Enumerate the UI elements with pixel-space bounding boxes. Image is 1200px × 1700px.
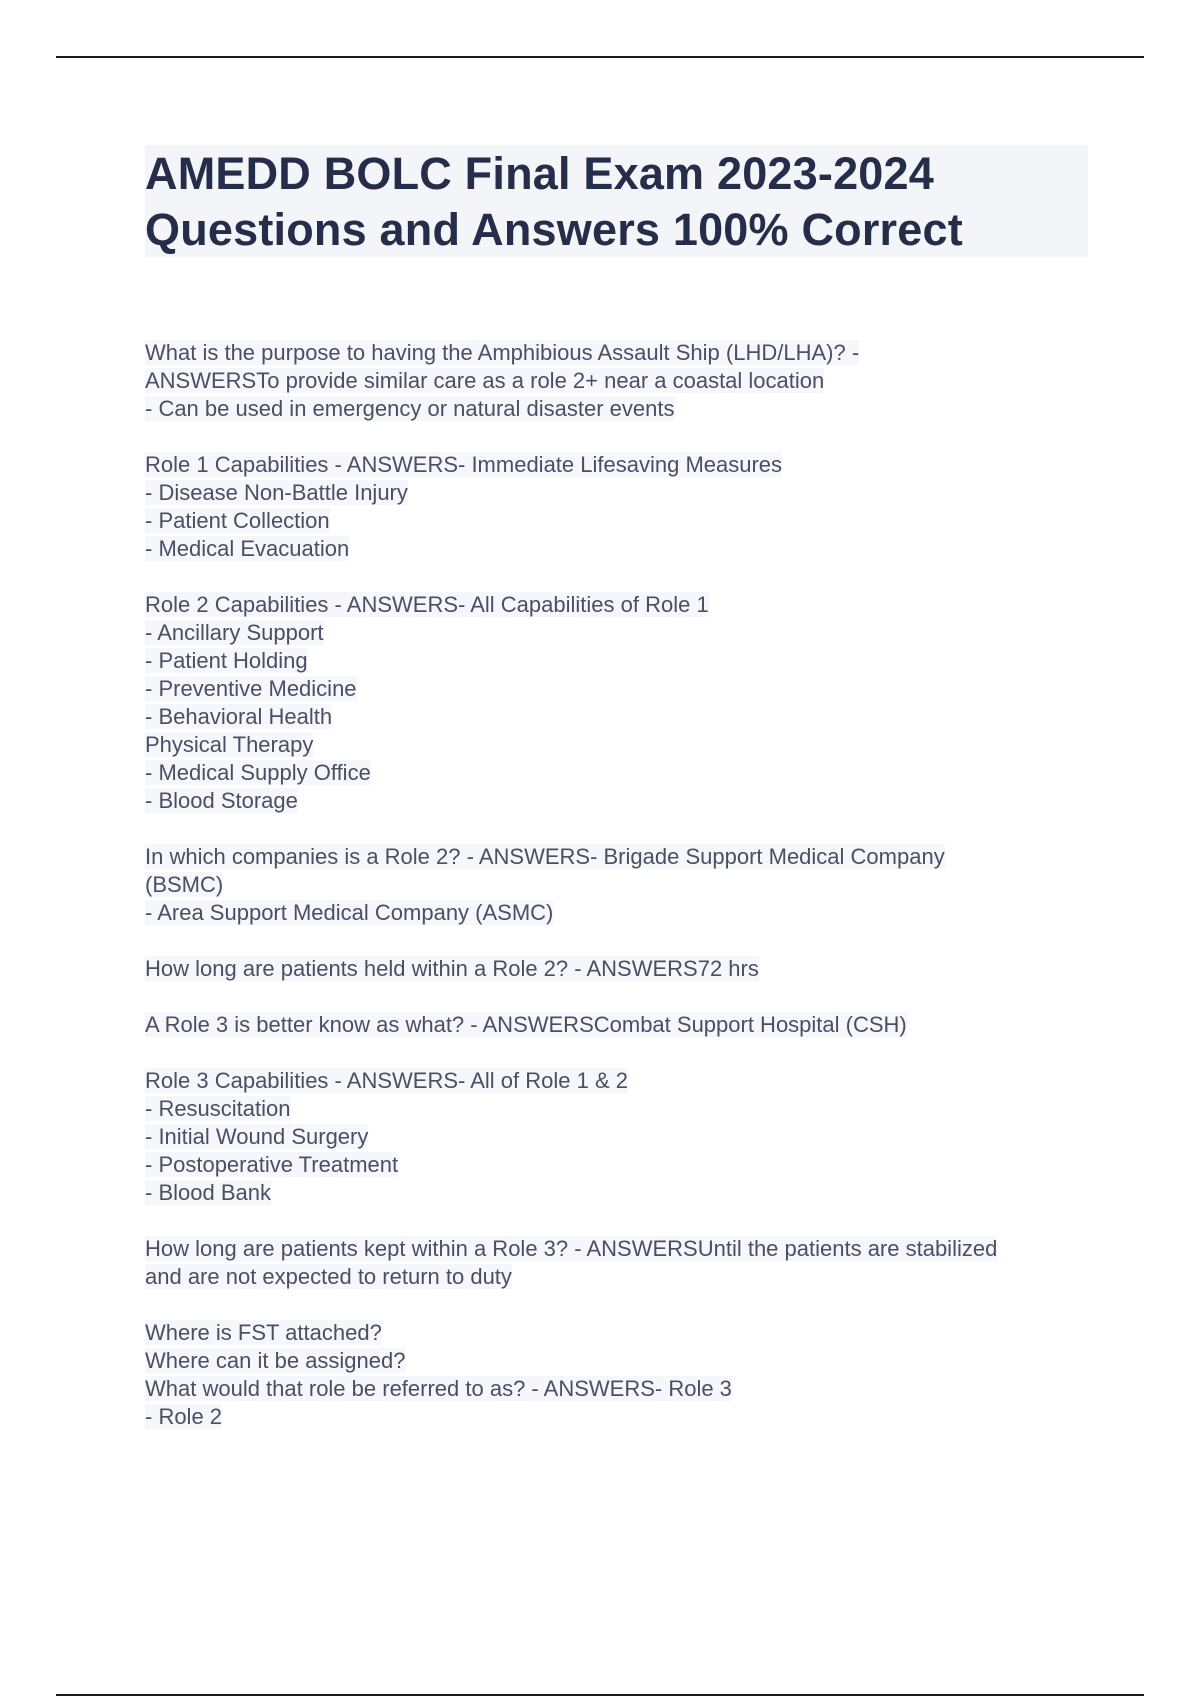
qa-line: - Patient Collection [145, 508, 330, 533]
header-rule [56, 56, 1144, 58]
qa-line: - Role 2 [145, 1404, 223, 1429]
qa-line: Physical Therapy [145, 732, 314, 757]
title-line: Questions and Answers 100% Correct [145, 204, 963, 255]
qa-line: - Resuscitation [145, 1096, 291, 1121]
qa-line: and are not expected to return to duty [145, 1264, 512, 1289]
qa-line: How long are patients held within a Role 2? - ANSWERS72 hrs [145, 956, 759, 981]
qa-block [145, 1319, 1095, 1431]
qa-line: - Behavioral Health [145, 704, 333, 729]
qa-line: - Postoperative Treatment [145, 1152, 399, 1177]
qa-block [145, 955, 1095, 983]
qa-content [145, 339, 1095, 1459]
qa-block [145, 1067, 1095, 1207]
qa-line: - Medical Supply Office [145, 760, 371, 785]
title-line: AMEDD BOLC Final Exam 2023-2024 [145, 148, 934, 199]
qa-line: What is the purpose to having the Amphibious Assault Ship (LHD/LHA)? - [145, 340, 860, 365]
document-title [145, 146, 1088, 258]
qa-block [145, 1011, 1095, 1039]
qa-line: - Disease Non-Battle Injury [145, 480, 408, 505]
qa-block [145, 591, 1095, 815]
qa-line: What would that role be referred to as? - ANSWERS- Role 3 [145, 1376, 732, 1401]
qa-block [145, 843, 1095, 927]
qa-line: (BSMC) [145, 872, 224, 897]
qa-line: - Blood Bank [145, 1180, 271, 1205]
qa-line: Where is FST attached? [145, 1320, 382, 1345]
qa-line: - Blood Storage [145, 788, 298, 813]
qa-line: Role 2 Capabilities - ANSWERS- All Capabilities of Role 1 [145, 592, 709, 617]
qa-line: ANSWERSTo provide similar care as a role 2+ near a coastal location [145, 368, 825, 393]
qa-line: - Ancillary Support [145, 620, 324, 645]
qa-line: Role 3 Capabilities - ANSWERS- All of Role 1 & 2 [145, 1068, 628, 1093]
qa-block [145, 339, 1095, 423]
qa-line: - Can be used in emergency or natural disaster events [145, 396, 675, 421]
qa-line: Where can it be assigned? [145, 1348, 406, 1373]
footer-rule [56, 1694, 1144, 1696]
qa-line: - Preventive Medicine [145, 676, 357, 701]
qa-line: How long are patients kept within a Role 3? - ANSWERSUntil the patients are stabilized [145, 1236, 998, 1261]
qa-line: - Medical Evacuation [145, 536, 350, 561]
qa-line: - Area Support Medical Company (ASMC) [145, 900, 554, 925]
qa-block [145, 451, 1095, 563]
qa-line: A Role 3 is better know as what? - ANSWERSCombat Support Hospital (CSH) [145, 1012, 907, 1037]
qa-block [145, 1235, 1095, 1291]
qa-line: Role 1 Capabilities - ANSWERS- Immediate Lifesaving Measures [145, 452, 783, 477]
qa-line: - Initial Wound Surgery [145, 1124, 369, 1149]
qa-line: - Patient Holding [145, 648, 308, 673]
qa-line: In which companies is a Role 2? - ANSWERS- Brigade Support Medical Company [145, 844, 945, 869]
